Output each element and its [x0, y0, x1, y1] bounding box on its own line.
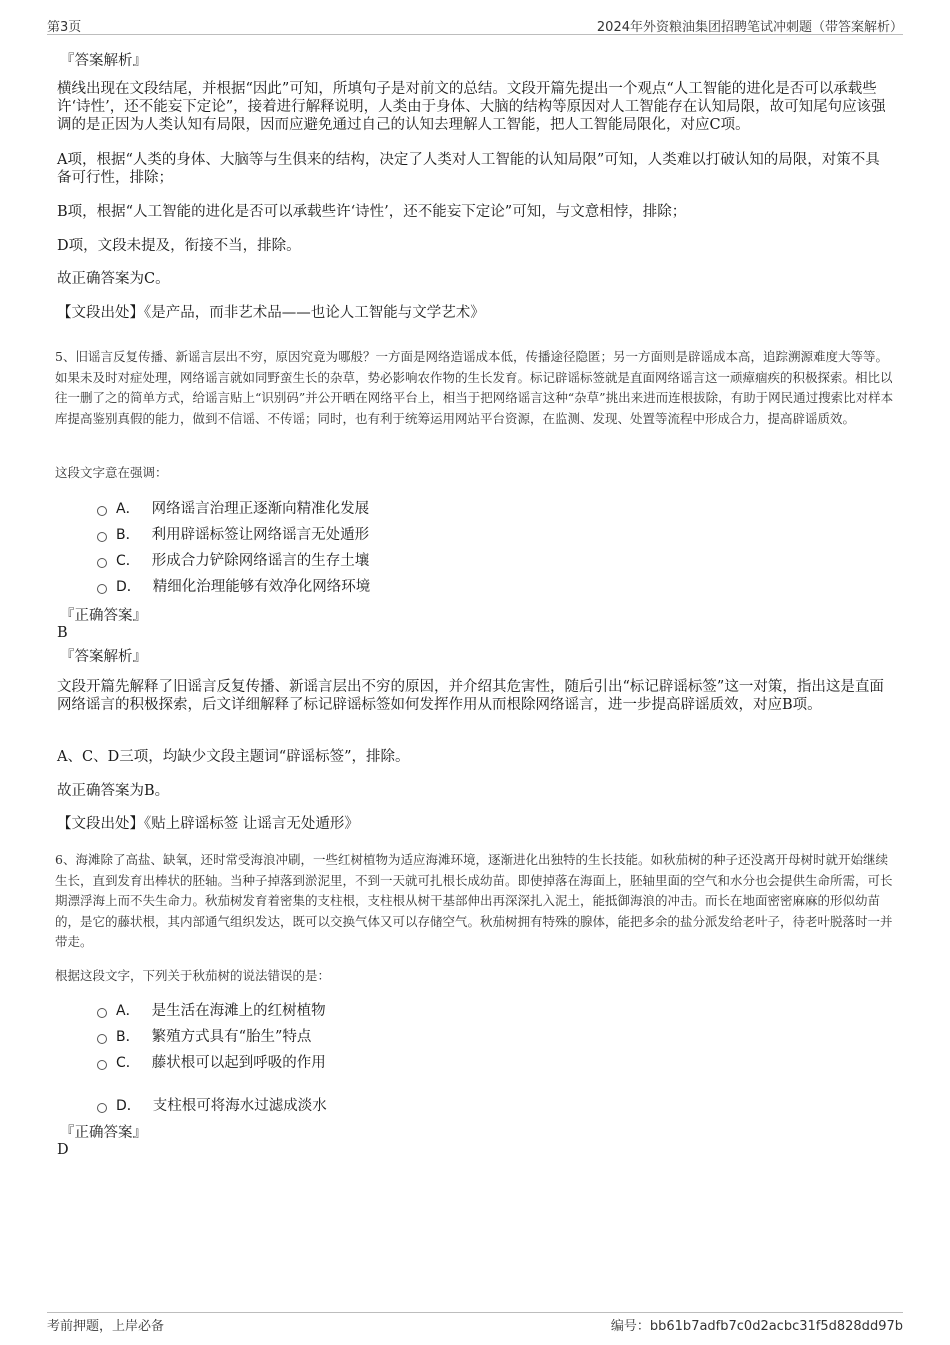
option-a-analysis: A项，根据“人类的身体、大脑等与生俱来的结构，决定了人类对人工智能的认知局限”可知，人类难以打破认知的局限，对策不具备可行性，排除；	[57, 152, 880, 186]
question-5-prompt: 这段文字意在强调：	[55, 465, 168, 480]
option-d-analysis: D项，文段未提及，衔接不当，排除。	[57, 238, 301, 254]
option-letter: A．	[116, 1002, 140, 1019]
source-citation: 【文段出处】《是产品，而非艺术品——也论人工智能与文学艺术》	[57, 305, 485, 321]
source-citation: 【文段出处】《贴上辟谣标签 让谣言无处遁形》	[57, 816, 359, 832]
correct-answer-label: 『正确答案』	[60, 1125, 147, 1141]
option-text: 利用辟谣标签让网络谣言无处遁形	[151, 527, 370, 543]
analysis-paragraph: 文段开篇先解释了旧谣言反复传播、新谣言层出不穷的原因，并介绍其危害性，随后引出“标记辟谣标签”这一对策，指出这是直面网络谣言的积极探索，后文详细解释了标记辟谣标签如何发挥作用从而根除网络谣言，进一步提高辟谣质效，对应B项。	[57, 679, 884, 713]
question-6-stem: 6、海滩除了高盐、缺氧，还时常受海浪冲刷，一些红树植物为适应海滩环境，逐渐进化出独特的生长技能。如秋茄树的种子还没离开母树时就开始继续生长，直到发育出棒状的胚轴。当种子掉落到淤泥里，不到一天就可扎根长成幼苗。即使掉落在海面上，胚轴里面的空气和水分也会提供生命所需，可长期漂浮海上而不失生命力。秋茄树发育着密集的支柱根，支柱根从树干基部伸出再深深扎入泥土，能抵御海浪的冲击。而长在地面密密麻麻的形似幼苗的，是它的藤状根，其内部通气组织发达，既可以交换气体又可以存储空气。秋茄树拥有特殊的腺体，能把多余的盐分派发给老叶子，待老叶脱落时一并带走。	[55, 852, 893, 949]
question-6-option-d[interactable]	[97, 1094, 327, 1115]
radio-icon[interactable]	[97, 532, 107, 542]
radio-icon[interactable]	[97, 1034, 107, 1044]
analysis-label: 『答案解析』	[60, 649, 147, 665]
footer-slogan: 考前押题，上岸必备	[47, 1319, 165, 1334]
conclusion: 故正确答案为C。	[57, 271, 170, 287]
option-letter: C．	[116, 552, 140, 569]
question-6-prompt: 根据这段文字，下列关于秋茄树的说法错误的是：	[55, 968, 331, 983]
options-acd-analysis: A、C、D三项，均缺少文段主题词“辟谣标签”，排除。	[57, 749, 410, 765]
option-letter: A．	[116, 500, 140, 517]
option-text: 是生活在海滩上的红树植物	[151, 1003, 326, 1019]
document-code: 编号：bb61b7adfb7c0d2acbc31f5d828dd97b	[610, 1319, 903, 1334]
radio-icon[interactable]	[97, 1103, 107, 1113]
option-text: 网络谣言治理正逐渐向精准化发展	[151, 501, 370, 517]
page-number: 第3页	[47, 20, 82, 35]
correct-answer-value: B	[57, 625, 68, 641]
radio-icon[interactable]	[97, 558, 107, 568]
option-text: 形成合力铲除网络谣言的生存土壤	[151, 553, 370, 569]
correct-answer-value: D	[57, 1142, 69, 1158]
option-text: 繁殖方式具有“胎生”特点	[151, 1029, 312, 1045]
radio-icon[interactable]	[97, 1008, 107, 1018]
question-6-option-a[interactable]	[97, 999, 326, 1020]
radio-icon[interactable]	[97, 506, 107, 516]
question-5-option-b[interactable]	[97, 523, 369, 544]
option-letter: D．	[116, 1097, 141, 1114]
option-letter: D．	[116, 578, 141, 595]
option-text: 藤状根可以起到呼吸的作用	[151, 1055, 326, 1071]
question-5-option-d[interactable]	[97, 575, 370, 596]
option-letter: C．	[116, 1054, 140, 1071]
option-letter: B．	[116, 1028, 140, 1045]
question-5-option-c[interactable]	[97, 549, 369, 570]
radio-icon[interactable]	[97, 1060, 107, 1070]
correct-answer-label: 『正确答案』	[60, 608, 147, 624]
page-footer	[47, 1312, 903, 1335]
option-text: 精细化治理能够有效净化网络环境	[152, 579, 371, 595]
option-text: 支柱根可将海水过滤成淡水	[152, 1098, 327, 1114]
document-title: 2024年外资粮油集团招聘笔试冲刺题（带答案解析）	[596, 20, 903, 35]
analysis-paragraph: 横线出现在文段结尾，并根据“因此”可知，所填句子是对前文的总结。文段开篇先提出一个观点“人工智能的进化是否可以承载些许‘诗性’，还不能妄下定论”，接着进行解释说明，人类由于身体、大脑的结构等原因对人工智能存在认知局限，故可知尾句应该强调的是正因为人类认知有局限，因而应避免通过自己的认知去理解人工智能，把人工智能局限化，对应C项。	[57, 81, 886, 133]
conclusion: 故正确答案为B。	[57, 783, 170, 799]
question-5-stem: 5、旧谣言反复传播、新谣言层出不穷，原因究竟为哪般？一方面是网络造谣成本低，传播途径隐匿；另一方面则是辟谣成本高，追踪溯源难度大等等。如果未及时对症处理，网络谣言就如同野蛮生长的杂草，势必影响农作物的生长发育。标记辟谣标签就是直面网络谣言这一顽瘴痼疾的积极探索。相比以往一删了之的简单方式，给谣言贴上“识别码”并公开晒在网络平台上，相当于把网络谣言这种“杂草”挑出来进而连根拔除，有助于网民通过搜索比对样本库提高鉴别真假的能力，做到不信谣、不传谣；同时，也有利于统筹运用网站平台资源，在监测、发现、处置等流程中形成合力，提高辟谣质效。	[55, 349, 894, 426]
option-b-analysis: B项，根据“人工智能的进化是否可以承载些许‘诗性’，还不能妄下定论”可知，与文意相悖，排除；	[57, 204, 687, 220]
radio-icon[interactable]	[97, 584, 107, 594]
question-6-option-c[interactable]	[97, 1051, 326, 1072]
question-6-option-b[interactable]	[97, 1025, 311, 1046]
question-5-option-a[interactable]	[97, 497, 369, 518]
page-header	[47, 14, 903, 35]
analysis-label: 『答案解析』	[60, 53, 147, 69]
option-letter: B．	[116, 526, 140, 543]
